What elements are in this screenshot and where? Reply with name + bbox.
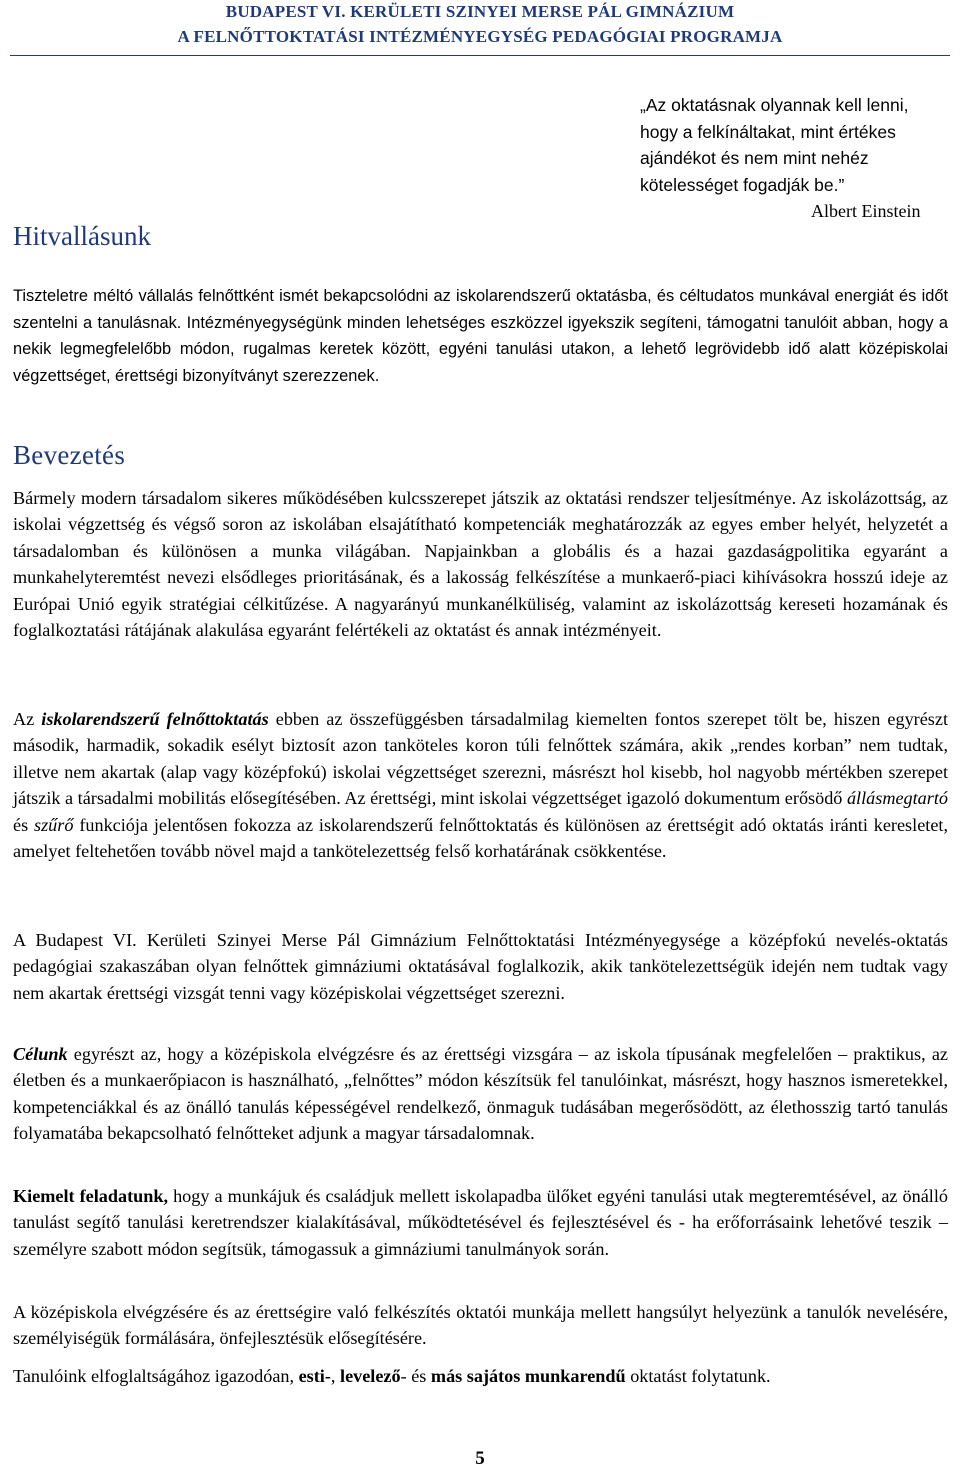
epigraph-quote (640, 92, 950, 221)
paragraph-neveles: A középiskola elvégzésére és az érettségire való felkészítés oktatói munkája mellett hangsúlyt helyezünk a tanulók nevelésére, személyiségük formálására, önfejlesztésük elősegítésére. (13, 1302, 948, 1349)
quote-text: „Az oktatásnak olyannak kell lenni, hogy a felkínáltakat, mint értékes ajándékot és nem mint nehéz kötelességet fogadják be.” (640, 95, 909, 195)
header-divider (10, 55, 950, 56)
page-number: 5 (475, 1448, 485, 1469)
text-emphasis: iskolarendszerű felnőttoktatás (41, 709, 269, 729)
text-emphasis: szűrő (34, 814, 74, 835)
heading-bevezetes: Bevezetés (13, 440, 126, 470)
text-run: ebben az összefüggésben társadalmilag kiemelten fontos szerepet tölt be, hiszen egyrészt második, harmadik, sokadik esélyt biztosít azon tanköteles koron túli felnőttek számára, akik „rendes korban” nem tudtak, illetve nem akartak (alap vagy középfokú) iskolai végzettséget szerezni, másrészt hol kisebb, hol nagyobb mértékben szerepet játszik a társadalmi mobilitás elősegítésében. Az érettségi, mint iskolai végzettséget igazoló dokumentum erősödő (13, 709, 948, 809)
text-run: , (330, 1366, 341, 1386)
text-emphasis: Kiemelt feladatunk, (13, 1186, 169, 1206)
header-program-title: A FELNŐTTOKTATÁSI INTÉZMÉNYEGYSÉG PEDAGÓGIAI PROGRAMJA (177, 27, 783, 46)
text-run: Az (13, 709, 42, 729)
paragraph-hitvallasunk: Tiszteletre méltó vállalás felnőttként ismét bekapcsolódni az iskolarendszerű oktatásba, és céltudatos munkával energiát és időt szentelni a tanulásnak. Intézményegységünk minden lehetséges eszközzel igyekszik segíteni, támogatni tanulóit abban, hogy a nekik legmegfelelőbb módon, rugalmas keretek között, egyéni tanulási utakon, a lehető legrövidebb idő alatt középiskolai végzettséget, érettségi bizonyítványt szerezzenek. (13, 287, 948, 385)
text-emphasis: esti- (298, 1366, 331, 1386)
text-run: hogy a munkájuk és családjuk mellett iskolapadba ülőket egyéni tanulási utak megteremtésével, az önálló tanulást segítő tanulási keretrendszer kialakításával, működtetésével és fejlesztésével és - ha erőforrásaink lehetővé teszik – személyre szabott módon segítsük, támogassuk a gimnáziumi tanulmányok során. (13, 1186, 948, 1259)
paragraph-celunk (13, 1041, 948, 1147)
paragraph-kiemelt-feladat (13, 1183, 948, 1262)
heading-hitvallasunk: Hitvallásunk (13, 221, 151, 251)
paragraph-intro: Bármely modern társadalom sikeres működésében kulcsszerepet játszik az oktatási rendszer teljesítménye. Az iskolázottság, az iskolai végzettség és végső soron az iskolában elsajátítható kompetenciák meghatározzák az egyes ember helyét, helyzetét a társadalomban és különösen a munka világában. Napjainkban a globális és a hazai gazdaságpolitika egyaránt a munkahelyteremtést nevezi elsődleges prioritásának, és a lakosság felkészítése a munkaerő-piaci kihívásokra hosszú ideje az Európai Unió egyik stratégiai célkitűzése. A nagyarányú munkanélküliség, valamint az iskolázottság kereseti hozamának és foglalkoztatási rátájának alakulása egyaránt felértékeli az oktatást és annak intézményeit. (13, 488, 948, 641)
text-run: Tanulóink elfoglaltságához igazodóan, (13, 1366, 299, 1386)
text-run: funkciója jelentősen fokozza az iskolarendszerű felnőttoktatás és különösen az érettségit adó oktatás iránti keresletet, amelyet feltehetően tovább növel majd a tankötelezettség felső korhatárának csökkentése. (13, 814, 948, 862)
quote-author: Albert Einstein (811, 201, 921, 221)
text-emphasis: állásmegtartó (846, 788, 948, 809)
text-run: - és (400, 1366, 431, 1386)
paragraph-intezmeny: A Budapest VI. Kerületi Szinyei Merse Pál Gimnázium Felnőttoktatási Intézményegysége a középfokú nevelés-oktatás pedagógiai szakaszában olyan felnőttek gimnáziumi oktatásával foglalkozik, akik tankötelezettségük idején nem tudtak vagy nem akartak érettségi vizsgát tenni vagy középiskolai végzettséget szerezni. (13, 930, 948, 1003)
paragraph-felnottoktatas (13, 706, 948, 864)
text-emphasis: levelező (340, 1366, 401, 1386)
paragraph-munkarend (13, 1363, 948, 1389)
text-run: oktatást folytatunk. (625, 1366, 771, 1386)
text-emphasis: más sajátos munkarendű (430, 1366, 626, 1386)
text-emphasis: Célunk (13, 1044, 68, 1064)
text-run: egyrészt az, hogy a középiskola elvégzésre és az érettségi vizsgára – az iskola típusának megfelelően – praktikus, az életben és a munkaerőpiacon is használható, „felnőttes” módon készítsük fel tanulóinkat, másrészt, hogy hasznos ismeretekkel, kompetenciákkal és az önálló tanulás képességével rendelkező, önmaguk tudásában megerősödött, az élethosszig tartó tanulás folyamatába bekapcsolható felnőtteket adjunk a magyar társadalomnak. (13, 1044, 948, 1144)
header-school-name: BUDAPEST VI. KERÜLETI SZINYEI MERSE PÁL GIMNÁZIUM (225, 2, 735, 21)
text-run: és (13, 814, 35, 835)
